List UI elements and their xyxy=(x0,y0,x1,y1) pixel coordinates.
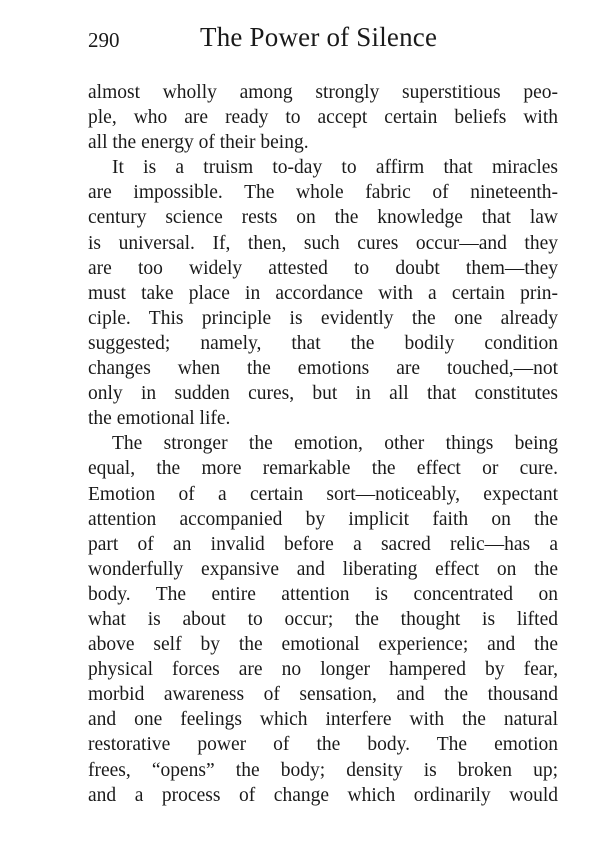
text-line: frees, “opens” the body; density is broken up; xyxy=(88,759,558,781)
text-line: all the energy of their being. xyxy=(88,132,309,154)
text-line: attention accompanied by implicit faith on the xyxy=(88,508,558,530)
text-line: the emotional life. xyxy=(88,408,231,430)
text-line: morbid awareness of sensation, and the thousand xyxy=(88,684,558,706)
page-number: 290 xyxy=(88,28,120,52)
text-line: what is about to occur; the thought is lifted xyxy=(88,608,558,630)
text-line: only in sudden cures, but in all that constitutes xyxy=(88,383,558,405)
text-line: restorative power of the body. The emotion xyxy=(88,734,558,756)
text-line: ciple. This principle is evidently the one already xyxy=(88,307,558,329)
text-line: Emotion of a certain sort—noticeably, expectant xyxy=(88,483,558,505)
text-line: suggested; namely, that the bodily condition xyxy=(88,332,558,354)
text-line: It is a truism to-day to affirm that miracles xyxy=(112,157,558,179)
paragraph xyxy=(88,155,558,431)
paragraph xyxy=(88,431,558,807)
text-line: ple, who are ready to accept certain beliefs with xyxy=(88,107,558,129)
text-line: is universal. If, then, such cures occur—and they xyxy=(88,232,558,254)
text-line: above self by the emotional experience; and the xyxy=(88,634,558,656)
text-line: equal, the more remarkable the effect or cure. xyxy=(88,458,558,480)
text-line: are impossible. The whole fabric of nineteenth- xyxy=(88,182,558,204)
paragraph xyxy=(88,80,558,155)
text-line: body. The entire attention is concentrated on xyxy=(88,583,558,605)
text-line: The stronger the emotion, other things being xyxy=(112,433,558,455)
text-line: must take place in accordance with a certain prin- xyxy=(88,282,558,304)
text-line: part of an invalid before a sacred relic—has a xyxy=(88,533,558,555)
text-line: are too widely attested to doubt them—they xyxy=(88,257,558,279)
text-line: wonderfully expansive and liberating effect on the xyxy=(88,558,558,580)
text-line: and one feelings which interfere with the natural xyxy=(88,709,558,731)
running-title: The Power of Silence xyxy=(200,22,438,52)
text-line: almost wholly among strongly superstitious peo- xyxy=(88,82,558,103)
text-line: changes when the emotions are touched,—not xyxy=(88,358,558,380)
text-line: physical forces are no longer hampered by fear, xyxy=(88,659,558,681)
text-line: and a process of change which ordinarily would xyxy=(88,784,558,806)
page-body-text xyxy=(88,80,558,808)
text-line: century science rests on the knowledge that law xyxy=(88,207,558,229)
running-header xyxy=(88,22,558,58)
